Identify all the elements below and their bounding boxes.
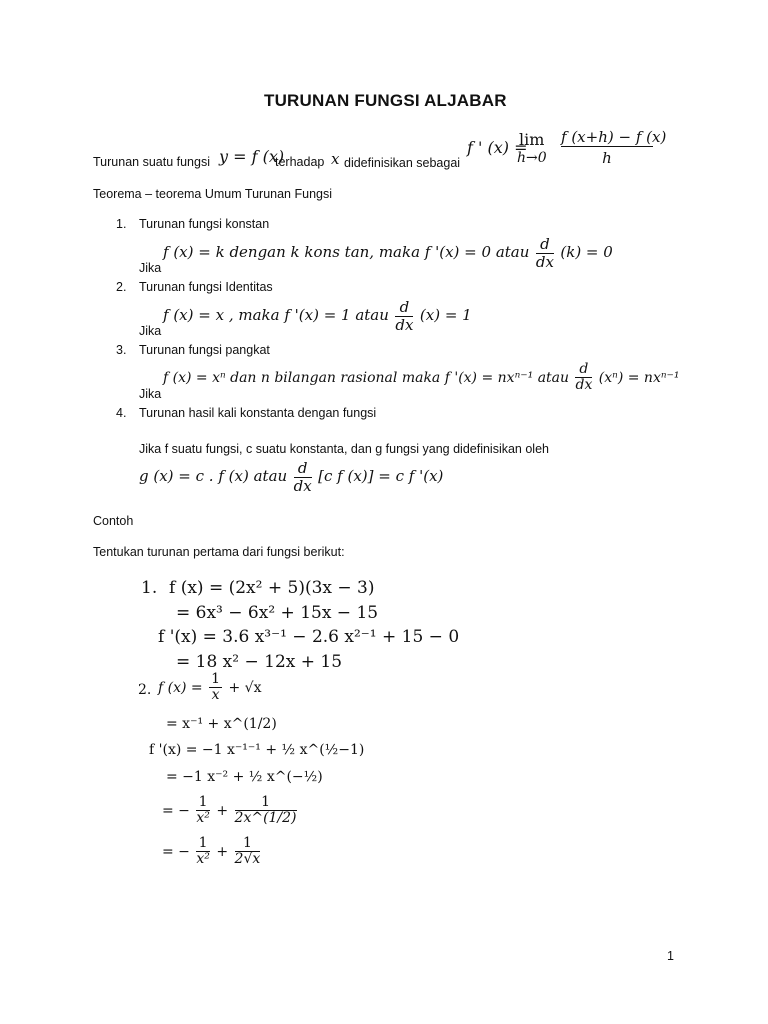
theorem-2-title: Turunan fungsi Identitas [139,280,273,294]
theorem-2-jika: Jika [139,324,162,338]
page-title: TURUNAN FUNGSI ALJABAR [264,91,507,110]
intro-text-after: didefinisikan sebagai [344,156,461,170]
example-1-line-2: = 6x³ − 6x² + 15x − 15 [176,603,379,623]
example-1-line-4: = 18 x² − 12x + 15 [176,652,343,672]
theorem-1-jika: Jika [139,261,162,275]
definition-numerator: f (x+h) − f (x) [561,128,667,146]
intro-function-expression: y = f (x) [219,147,285,166]
theorem-1-formula [163,236,613,270]
theorem-4-sentence: Jika f suatu fungsi, c suatu konstanta, dan g fungsi yang didefinisikan oleh [139,442,549,456]
example-2-line-5-plus: + [216,802,229,819]
definition-lim: lim [519,130,545,149]
intro-text-middle: terhadap [275,155,325,169]
example-2-line-6-fraction-2 [235,836,261,868]
theorem-1-derivative-operator [536,236,554,270]
example-2-line-1-den: x [211,687,220,704]
theorem-4-formula-tail: [c f (x)] = c f '(x) [318,467,444,486]
example-heading: Contoh [93,514,134,528]
example-2-line-6-den-1: x² [196,851,210,868]
theorem-3-formula [163,362,680,394]
definition-lhs: f ' (x) = [467,138,528,157]
example-1-label: 1. [141,578,158,598]
example-2-line-4: = −1 x⁻² + ½ x^(−½) [166,769,323,785]
definition-lim-subscript: h→0 [517,150,547,166]
example-2-line-6-num-1: 1 [196,836,210,852]
theorem-1-formula-tail: (k) = 0 [560,243,613,262]
definition-denominator: h [602,149,612,167]
example-2-line-3: f '(x) = −1 x⁻¹⁻¹ + ½ x^(½−1) [149,742,365,758]
example-prompt: Tentukan turunan pertama dari fungsi berikut: [93,545,345,559]
theorem-4-derivative-operator [294,460,312,494]
theorem-4-formula [139,460,443,494]
theorem-2-formula [163,299,472,333]
intro-variable: x [331,150,340,168]
example-2-line-1-fraction [209,672,222,704]
example-2-line-6-lead: = − [162,843,190,860]
example-2-line-6-num-2: 1 [235,836,261,852]
example-2-line-6-fraction-1 [196,836,210,868]
theorem-4-title: Turunan hasil kali konstanta dengan fungsi [139,406,377,420]
theorem-3-derivative-operator [575,362,592,394]
example-2-line-5-lead: = − [162,802,190,819]
theorem-2-frac-num: d [395,299,413,317]
theorem-2-formula-tail: (x) = 1 [419,306,472,325]
theorem-2-formula-main: f (x) = x , maka f '(x) = 1 atau [163,306,389,325]
example-1-line-3: f '(x) = 3.6 x³⁻¹ − 2.6 x²⁻¹ + 15 − 0 [158,627,460,647]
theorem-2-frac-den: dx [395,315,414,334]
example-2-line-5 [162,795,299,827]
theorem-1-frac-den: dx [535,252,554,271]
theorem-1-title: Turunan fungsi konstan [139,217,270,231]
theorems-heading: Teorema – teorema Umum Turunan Fungsi [93,187,332,201]
example-2-label: 2. [138,682,152,698]
example-2-line-5-fraction-1 [196,795,210,827]
intro-text-before: Turunan suatu fungsi [93,155,210,169]
theorem-1-number: 1. [116,217,127,231]
theorem-3-frac-den: dx [575,377,593,394]
example-2-line-1-lhs: f (x) = [158,679,203,696]
theorem-4-formula-main: g (x) = c . f (x) atau [139,467,288,486]
theorem-3-formula-tail: (xⁿ) = nxⁿ⁻¹ [598,370,680,387]
theorem-3-number: 3. [116,343,127,357]
example-2-line-6-plus: + [216,843,229,860]
theorem-3-title: Turunan fungsi pangkat [139,343,270,357]
theorem-2-number: 2. [116,280,127,294]
example-2-line-5-num-1: 1 [196,795,210,811]
theorem-2-derivative-operator [395,299,413,333]
example-2-line-1 [158,672,261,704]
example-2-line-5-den-1: x² [196,810,210,827]
example-2-line-5-den-2: 2x^(1/2) [234,810,297,827]
example-2-line-1-num: 1 [211,671,221,687]
theorem-3-jika: Jika [139,387,162,401]
example-2-line-6 [162,836,262,868]
example-2-line-6-den-2: 2√x [234,851,261,868]
theorem-1-formula-main: f (x) = k dengan k kons tan, maka f '(x) = 0 atau [163,243,530,262]
example-2-line-1-tail: + √x [228,679,262,696]
example-1-line-1: f (x) = (2x² + 5)(3x − 3) [169,578,375,598]
theorem-4-number: 4. [116,406,127,420]
theorem-3-frac-num: d [575,362,592,378]
page-number: 1 [667,949,674,963]
example-2-line-2: = x⁻¹ + x^(1/2) [166,716,277,732]
example-2-line-5-num-2: 1 [235,795,297,811]
theorem-3-formula-main: f (x) = xⁿ dan n bilangan rasional maka f '(x) = nxⁿ⁻¹ atau [163,370,570,387]
theorem-1-frac-num: d [536,236,554,254]
example-2-line-5-fraction-2 [235,795,297,827]
theorem-4-frac-num: d [294,460,312,478]
theorem-4-frac-den: dx [293,476,312,495]
